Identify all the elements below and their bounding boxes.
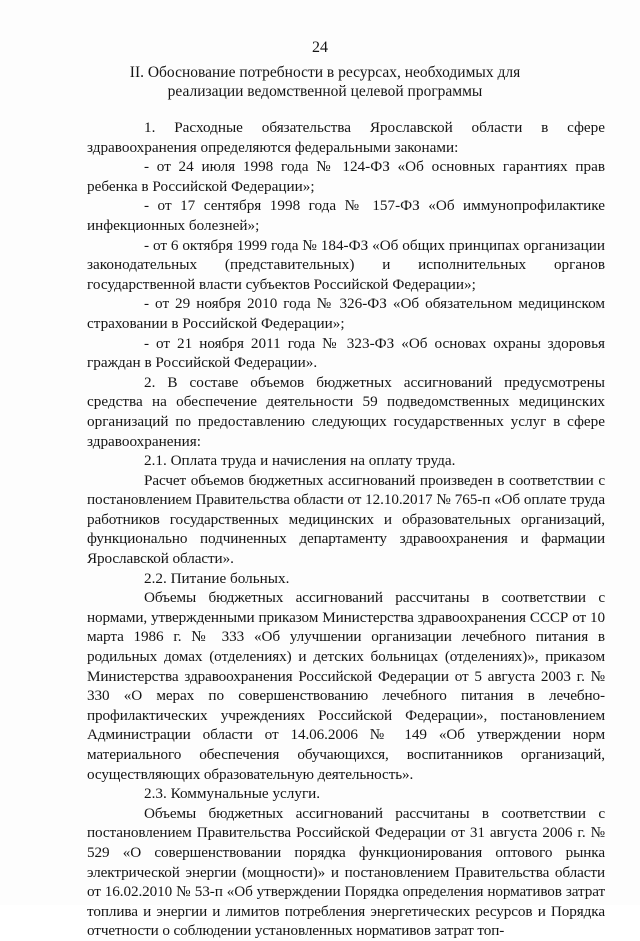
paragraph-utilities-calculation: Объемы бюджетных ассигнований рассчитаны в соответствии с постановлением Правительства Российской Федерации от 31 августа 2006 г. № 529 «О совершенствовании порядка функционирования оптового рынка электрической энергии (мощности)» и постановлением Правительства области от 16.02.2010 № 53-п «Об утверждении Порядка определения нормативов затрат топлива и энергии и лимитов потребления энергетических ресурсов и Порядка отчетности о соблюдении установленных нормативов затрат топ- xyxy=(87,804,605,940)
paragraph-law-323: - от 21 ноября 2011 года № 323-ФЗ «Об основах охраны здоровья граждан в Российской Федерации». xyxy=(87,334,605,372)
paragraph-expense-obligations: 1. Расходные обязательства Ярославской области в сфере здравоохранения определяются федеральными законами: xyxy=(87,119,605,156)
paragraph-law-124: - от 24 июля 1998 года № 124-ФЗ «Об основных гарантиях прав ребенка в Российской Федерации»; xyxy=(87,158,605,195)
paragraph-law-157: - от 17 сентября 1998 года № 157-ФЗ «Об иммунопрофилактике инфекционных болезней»; xyxy=(87,197,605,234)
subheading-patient-meals: 2.2. Питание больных. xyxy=(144,569,290,587)
paragraph-meals-calculation: Объемы бюджетных ассигнований рассчитаны в соответствии с нормами, утвержденными приказом Министерства здравоохранения СССР от 10 марта 1986 г. № 333 «Об улучшении организации лечебного питания в родильных домах (отделениях) и детских больницах (отделениях)», приказом Министерства здравоохранения Российской Федерации от 5 августа 2003 г. № 330 «О мерах по совершенствованию лечебного питания в лечебно-профилактических учреждениях Российской Федерации», постановлением Администрации области от 14.06.2006 № 149 «Об утверждении норм материального обеспечения обучающихся, воспитанников организаций, осуществляющих образовательную деятельность». xyxy=(87,589,605,783)
paragraph-law-184: - от 6 октября 1999 года № 184-ФЗ «Об общих принципах организации законодательных (представительных) и исполнительных органов государственной власти субъектов Российской Федерации»; xyxy=(87,236,605,293)
subheading-wages: 2.1. Оплата труда и начисления на оплату труда. xyxy=(144,452,456,470)
document-body xyxy=(87,118,605,941)
page-number: 24 xyxy=(312,39,328,56)
section-heading: II. Обоснование потребности в ресурсах, необходимых для реализации ведомственной целевой программы xyxy=(129,64,521,100)
paragraph-budget-allocations: 2. В составе объемов бюджетных ассигнований предусмотрены средства на обеспечение деятельности 59 подведомственных медицинских организаций по предоставлению следующих государственных услуг в сфере здравоохранения: xyxy=(87,373,605,450)
subheading-utilities: 2.3. Коммунальные услуги. xyxy=(144,785,321,803)
paragraph-wages-calculation: Расчет объемов бюджетных ассигнований произведен в соответствии с постановлением Правительства области от 12.10.2017 № 765-п «Об оплате труда работников государственных медицинских и образовательных организаций, функционально подчиненных департаменту здравоохранения и фармации Ярославской области». xyxy=(87,471,605,568)
paragraph-law-326: - от 29 ноября 2010 года № 326-ФЗ «Об обязательном медицинском страховании в Российской Федерации»; xyxy=(87,295,605,332)
